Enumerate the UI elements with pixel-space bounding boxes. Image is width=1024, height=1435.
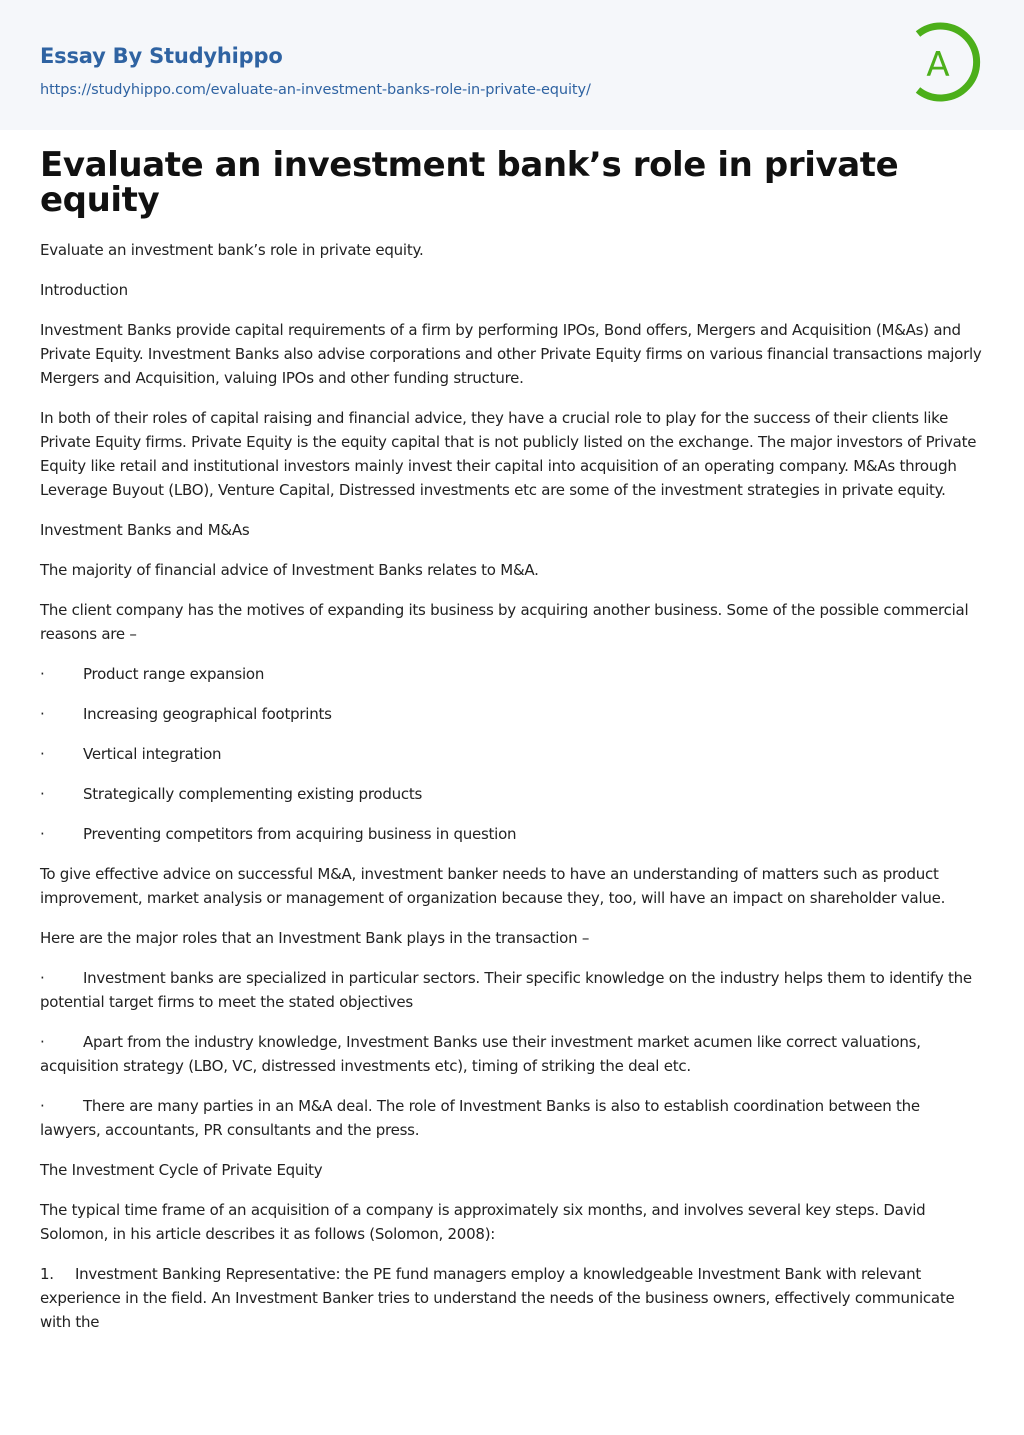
article-body [40, 238, 984, 1334]
paragraph: Introduction [40, 281, 128, 299]
brand-title: Essay By Studyhippo [40, 44, 283, 68]
paragraph: The Investment Cycle of Private Equity [40, 1161, 323, 1179]
paragraph: To give effective advice on successful M&A, investment banker needs to have an understanding of matters such as product improvement, market analysis or management of organization because they, too, will have an impact on shareholder value. [40, 865, 946, 907]
studyhippo-logo-icon[interactable] [910, 18, 988, 106]
svg-text:A: A [926, 45, 950, 85]
number-marker: 1. [40, 1265, 54, 1283]
paragraph: Here are the major roles that an Investment Bank plays in the transaction – [40, 929, 590, 947]
bullet-marker: · [40, 745, 45, 763]
bullet-item [40, 702, 984, 726]
bullet-marker: · [40, 705, 45, 723]
paragraph: The client company has the motives of expanding its business by acquiring another business. Some of the possible commercial reasons are – [40, 601, 969, 643]
bullet-item [40, 782, 984, 806]
item-text: Apart from the industry knowledge, Investment Banks use their investment market acumen like correct valuations, acquisition strategy (LBO, VC, distressed investments etc), timing of striking the deal etc. [40, 1033, 921, 1075]
item-text: Product range expansion [83, 665, 265, 683]
paragraph: Evaluate an investment bank’s role in private equity. [40, 241, 424, 259]
bullet-item [40, 662, 984, 686]
item-text: Investment banks are specialized in particular sectors. Their specific knowledge on the industry helps them to identify the potential target firms to meet the stated objectives [40, 969, 972, 1011]
item-text: Increasing geographical footprints [83, 705, 332, 723]
bullet-marker: · [40, 969, 45, 987]
bullet-marker: · [40, 825, 45, 843]
article [0, 130, 1024, 1390]
item-text: Investment Banking Representative: the PE fund managers employ a knowledgeable Investment Bank with relevant experience in the field. An Investment Banker tries to understand the needs of the business owners, effectively communicate with the [40, 1265, 955, 1331]
page-url-link[interactable]: https://studyhippo.com/evaluate-an-investment-banks-role-in-private-equity/ [40, 82, 591, 98]
item-text: Vertical integration [83, 745, 222, 763]
bullet-item [40, 1030, 984, 1078]
paragraph: In both of their roles of capital raising and financial advice, they have a crucial role to play for the success of their clients like Private Equity firms. Private Equity is the equity capital that is not publicly listed on the exchange. The major investors of Private Equity like retail and institutional investors mainly invest their capital into acquisition of an operating company. M&As through Leverage Buyout (LBO), Venture Capital, Distressed investments etc are some of the investment strategies in private equity. [40, 409, 977, 499]
paragraph: Investment Banks provide capital requirements of a firm by performing IPOs, Bond offers, Mergers and Acquisition (M&As) and Private Equity. Investment Banks also advise corporations and other Private Equity firms on various financial transactions majorly Mergers and Acquisition, valuing IPOs and other funding structure. [40, 321, 982, 387]
paragraph: Investment Banks and M&As [40, 521, 250, 539]
paragraph: The majority of financial advice of Investment Banks relates to M&A. [40, 561, 539, 579]
bullet-marker: · [40, 785, 45, 803]
item-text: Preventing competitors from acquiring business in question [83, 825, 517, 843]
bullet-marker: · [40, 1033, 45, 1051]
numbered-item [40, 1262, 984, 1334]
item-text: There are many parties in an M&A deal. The role of Investment Banks is also to establish coordination between the lawyers, accountants, PR consultants and the press. [40, 1097, 920, 1139]
bullet-marker: · [40, 665, 45, 683]
item-text: Strategically complementing existing products [83, 785, 423, 803]
bullet-item [40, 966, 984, 1014]
article-title: Evaluate an investment bank’s role in private equity [40, 145, 899, 220]
site-header [0, 0, 1024, 130]
bullet-item [40, 1094, 984, 1142]
bullet-marker: · [40, 1097, 45, 1115]
bullet-item [40, 822, 984, 846]
bullet-item [40, 742, 984, 766]
paragraph: The typical time frame of an acquisition of a company is approximately six months, and involves several key steps. David Solomon, in his article describes it as follows (Solomon, 2008): [40, 1201, 926, 1243]
